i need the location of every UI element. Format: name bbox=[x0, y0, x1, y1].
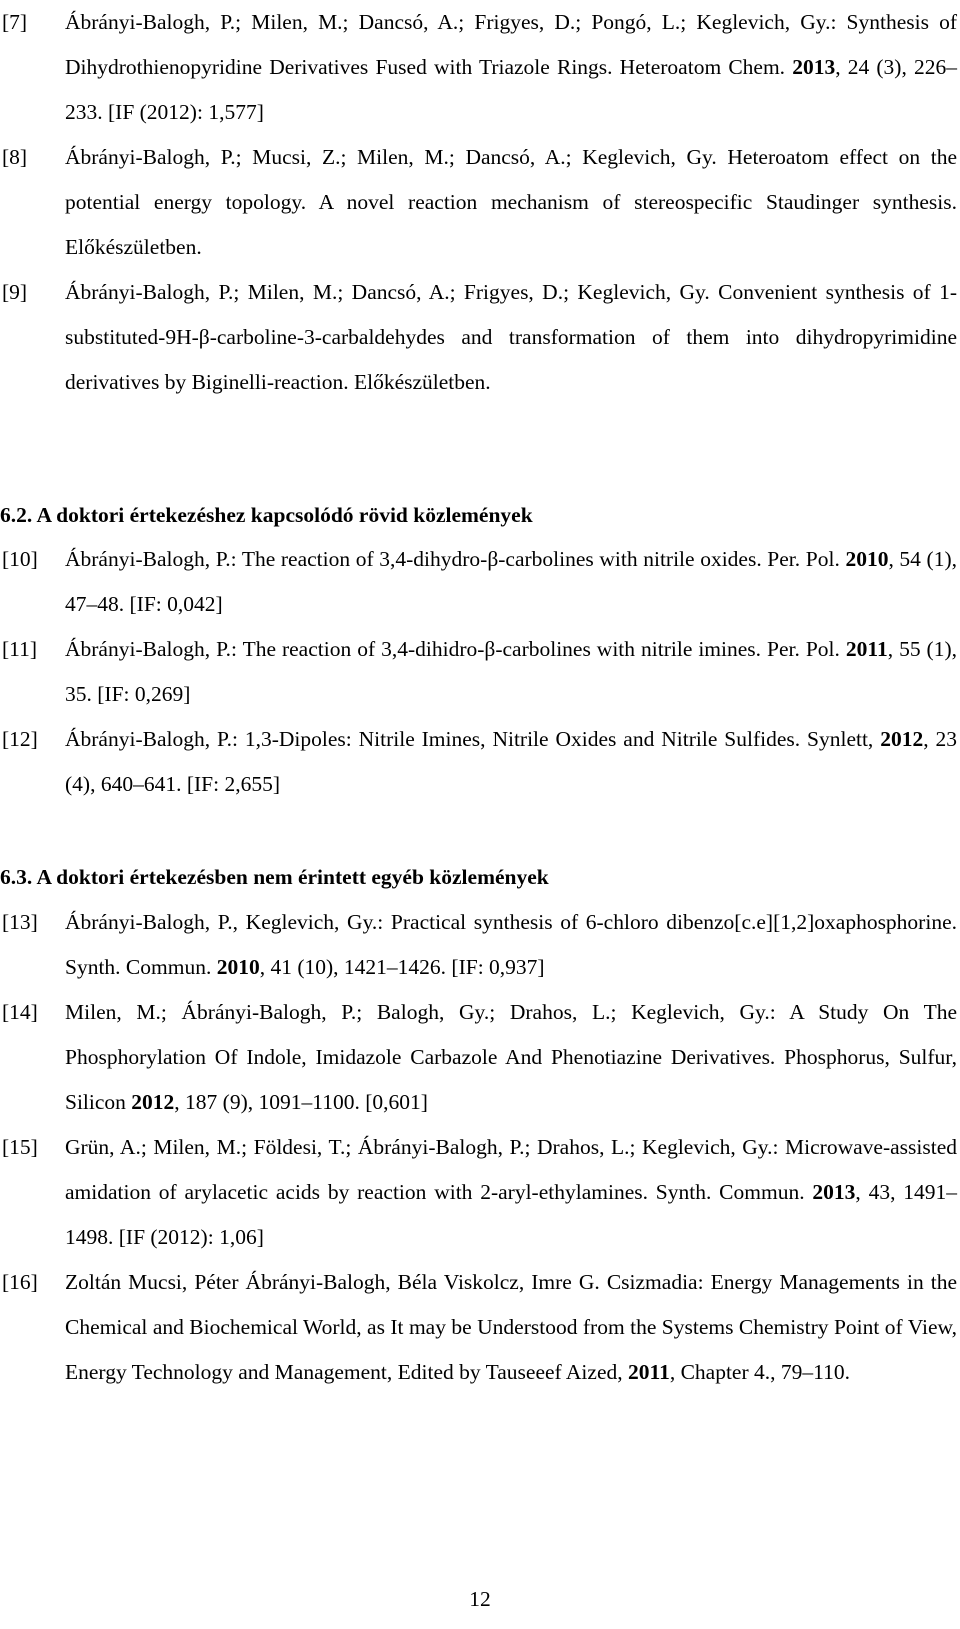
reference-year: 2012 bbox=[880, 727, 924, 751]
reference-number: [11] bbox=[2, 637, 38, 661]
reference-details: , 54 (1), 47–48. [IF: 0,042] bbox=[65, 547, 957, 616]
reference-text: Zoltán Mucsi, Péter Ábrányi-Balogh, Béla Viskolcz, Imre G. Csizmadia: Energy Managements in the Chemical and Biochemical World, as It may be Understood from the Systems Chemistry Point of View, Energy Technology and Management, Edited by Tauseeef Aized, bbox=[65, 1270, 957, 1384]
reference-details: , 55 (1), 35. [IF: 0,269] bbox=[65, 637, 957, 706]
reference-11 bbox=[0, 627, 960, 717]
reference-8 bbox=[0, 135, 960, 270]
reference-year: 2012 bbox=[131, 1090, 175, 1114]
reference-list-continued bbox=[0, 0, 960, 405]
reference-12 bbox=[0, 717, 960, 807]
reference-number: [15] bbox=[2, 1135, 38, 1159]
reference-16 bbox=[0, 1260, 960, 1395]
reference-text: Ábrányi-Balogh, P.; Mucsi, Z.; Milen, M.; Dancsó, A.; Keglevich, Gy. Heteroatom effect on the potential energy topology. A novel reaction mechanism of stereospecific Staudinger synthesis. Előkészületben. bbox=[65, 145, 957, 259]
reference-15 bbox=[0, 1125, 960, 1260]
reference-number: [16] bbox=[2, 1270, 38, 1294]
reference-number: [12] bbox=[2, 727, 38, 751]
reference-details: , 187 (9), 1091–1100. [0,601] bbox=[174, 1090, 428, 1114]
reference-text: Ábrányi-Balogh, P.: The reaction of 3,4-dihydro-β-carbolines with nitrile oxides. Per. Pol. bbox=[65, 547, 846, 571]
reference-7 bbox=[0, 0, 960, 135]
reference-details: , 23 (4), 640–641. [IF: 2,655] bbox=[65, 727, 957, 796]
reference-text: Ábrányi-Balogh, P.; Milen, M.; Dancsó, A.; Frigyes, D.; Keglevich, Gy. Convenient synthesis of 1-substituted-9H-β-carboline-3-carbaldehydes and transformation of them into dihydropyrimidine derivatives by Biginelli-reaction. Előkészületben. bbox=[65, 280, 957, 394]
reference-number: [7] bbox=[2, 10, 28, 34]
section-heading-6-2: 6.2. A doktori értekezéshez kapcsolódó rövid közlemények bbox=[0, 503, 533, 527]
reference-details: , 24 (3), 226–233. [IF (2012): 1,577] bbox=[65, 55, 957, 124]
reference-year: 2011 bbox=[628, 1360, 670, 1384]
reference-13 bbox=[0, 900, 960, 990]
reference-9 bbox=[0, 270, 960, 405]
reference-14 bbox=[0, 990, 960, 1125]
reference-year: 2010 bbox=[845, 547, 889, 571]
reference-list-short-communications bbox=[0, 537, 960, 807]
reference-number: [14] bbox=[2, 1000, 38, 1024]
reference-text: Ábrányi-Balogh, P., Keglevich, Gy.: Practical synthesis of 6-chloro dibenzo[c.e][1,2]oxaphosphorine. Synth. Commun. bbox=[65, 910, 957, 979]
reference-text: Ábrányi-Balogh, P.; Milen, M.; Dancsó, A.; Frigyes, D.; Pongó, L.; Keglevich, Gy.: Synthesis of Dihydrothienopyridine Derivatives Fused with Triazole Rings. Heteroatom Chem. bbox=[65, 10, 957, 79]
reference-10 bbox=[0, 537, 960, 627]
reference-number: [8] bbox=[2, 145, 28, 169]
reference-year: 2010 bbox=[216, 955, 260, 979]
reference-details: , 43, 1491–1498. [IF (2012): 1,06] bbox=[65, 1180, 958, 1249]
section-heading-6-3: 6.3. A doktori értekezésben nem érintett egyéb közlemények bbox=[0, 865, 549, 889]
reference-details: , Chapter 4., 79–110. bbox=[669, 1360, 850, 1384]
reference-year: 2011 bbox=[845, 637, 888, 661]
reference-year: 2013 bbox=[812, 1180, 856, 1204]
reference-text: Grün, A.; Milen, M.; Földesi, T.; Ábrányi-Balogh, P.; Drahos, L.; Keglevich, Gy.: Microwave-assisted amidation of arylacetic acids by reaction with 2-aryl-ethylamines. Synth. Commun. bbox=[65, 1135, 957, 1204]
reference-number: [9] bbox=[2, 280, 28, 304]
page-number: 12 bbox=[469, 1587, 491, 1611]
reference-list-other-publications bbox=[0, 900, 960, 1395]
reference-text: Milen, M.; Ábrányi-Balogh, P.; Balogh, Gy.; Drahos, L.; Keglevich, Gy.: A Study On The Phosphorylation Of Indole, Imidazole Carbazole And Phenotiazine Derivatives. Phosphorus, Sulfur, Silicon bbox=[65, 1000, 957, 1114]
reference-text: Ábrányi-Balogh, P.: 1,3-Dipoles: Nitrile Imines, Nitrile Oxides and Nitrile Sulfides. Synlett, bbox=[65, 727, 881, 751]
reference-details: , 41 (10), 1421–1426. [IF: 0,937] bbox=[259, 955, 545, 979]
reference-number: [13] bbox=[2, 910, 38, 934]
reference-text: Ábrányi-Balogh, P.: The reaction of 3,4-dihidro-β-carbolines with nitrile imines. Per. Pol. bbox=[65, 637, 846, 661]
reference-year: 2013 bbox=[792, 55, 836, 79]
reference-number: [10] bbox=[2, 547, 38, 571]
